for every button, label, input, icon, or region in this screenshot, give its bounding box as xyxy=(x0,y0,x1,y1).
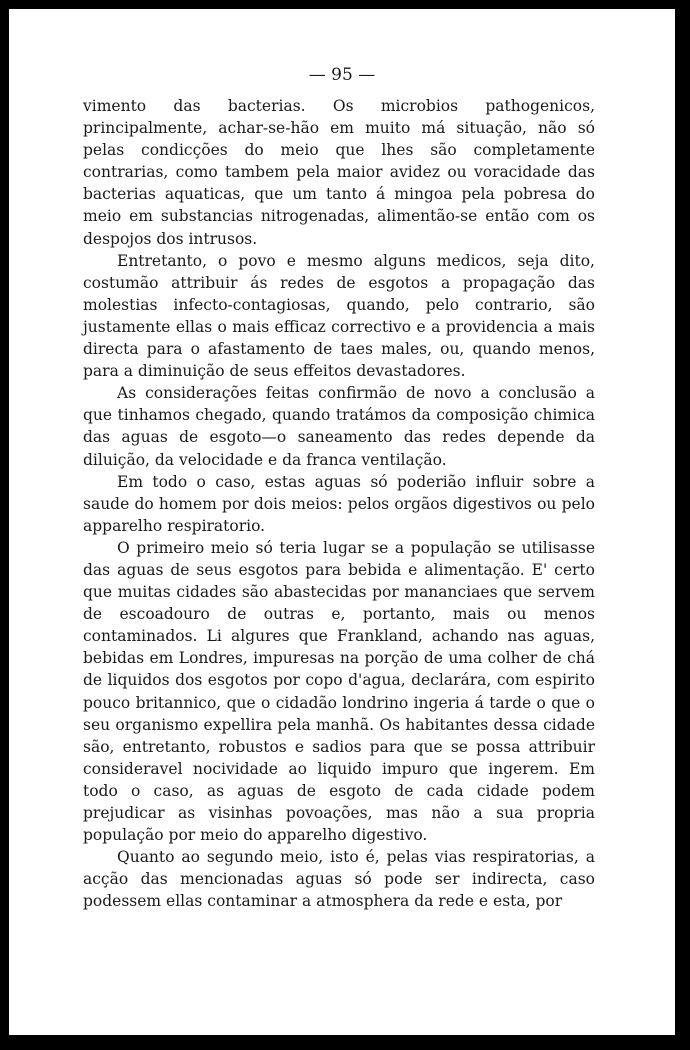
scanned-page xyxy=(9,9,675,1035)
paragraph: As considerações feitas confirmão de novo a conclusão a que tinhamos chegado, quando tratámos da composição chimica das aguas de esgoto—o saneamento das redes depende da diluição, da velocidade e da franca ventilação. xyxy=(83,384,595,469)
paragraph: Em todo o caso, estas aguas só poderião influir sobre a saude do homem por dois meios: pelos orgãos digestivos ou pelo apparelho respiratorio. xyxy=(83,472,595,535)
paragraph: O primeiro meio só teria lugar se a população se utilisasse das aguas de seus esgotos para bebida e alimentação. E' certo que muitas cidades são abastecidas por mananciaes que servem de escoadouro de outras e, portanto, mais ou menos contaminados. Li algures que Frankland, achando nas aguas, bebidas em Londres, impuresas na porção de uma colher de chá de liquidos dos esgotos por copo d'agua, declarára, com espirito pouco britannico, que o cidadão londrino ingeria á tarde o que o seu organismo expellira pela manhã. Os habitantes dessa cidade são, entretanto, robustos e sadios para que se possa attribuir consideravel nocividade ao liquido impuro que ingerem. Em todo o caso, as aguas de esgoto de cada cidade podem prejudicar as visinhas povoações, mas não a sua propria população por meio do apparelho digestivo. xyxy=(83,538,595,845)
paragraph-continuation: vimento das bacterias. Os microbios pathogenicos, principalmente, achar-se-hão em muito má situação, não só pelas condicções do meio que lhes são completamente contrarias, como tambem pela maior avidez ou voracidade das bacterias aquaticas, que um tanto á mingoa pela pobresa do meio em substancias nitrogenadas, alimentão-se então com os despojos dos intrusos. xyxy=(83,97,595,248)
page-number: — 95 — xyxy=(308,65,376,85)
body-text xyxy=(83,95,595,912)
paragraph: Quanto ao segundo meio, isto é, pelas vias respiratorias, a acção das mencionadas aguas só pode ser indirecta, caso podessem ellas contaminar a atmosphera da rede e esta, por xyxy=(83,848,595,911)
paragraph: Entretanto, o povo e mesmo alguns medicos, seja dito, costumão attribuir ás redes de esgotos a propagação das molestias infecto-contagiosas, quando, pelo contrario, são justamente ellas o mais efficaz correctivo e a providencia a mais directa para o afastamento de taes males, ou, quando menos, para a diminuição de seus effeitos devastadores. xyxy=(83,251,595,381)
